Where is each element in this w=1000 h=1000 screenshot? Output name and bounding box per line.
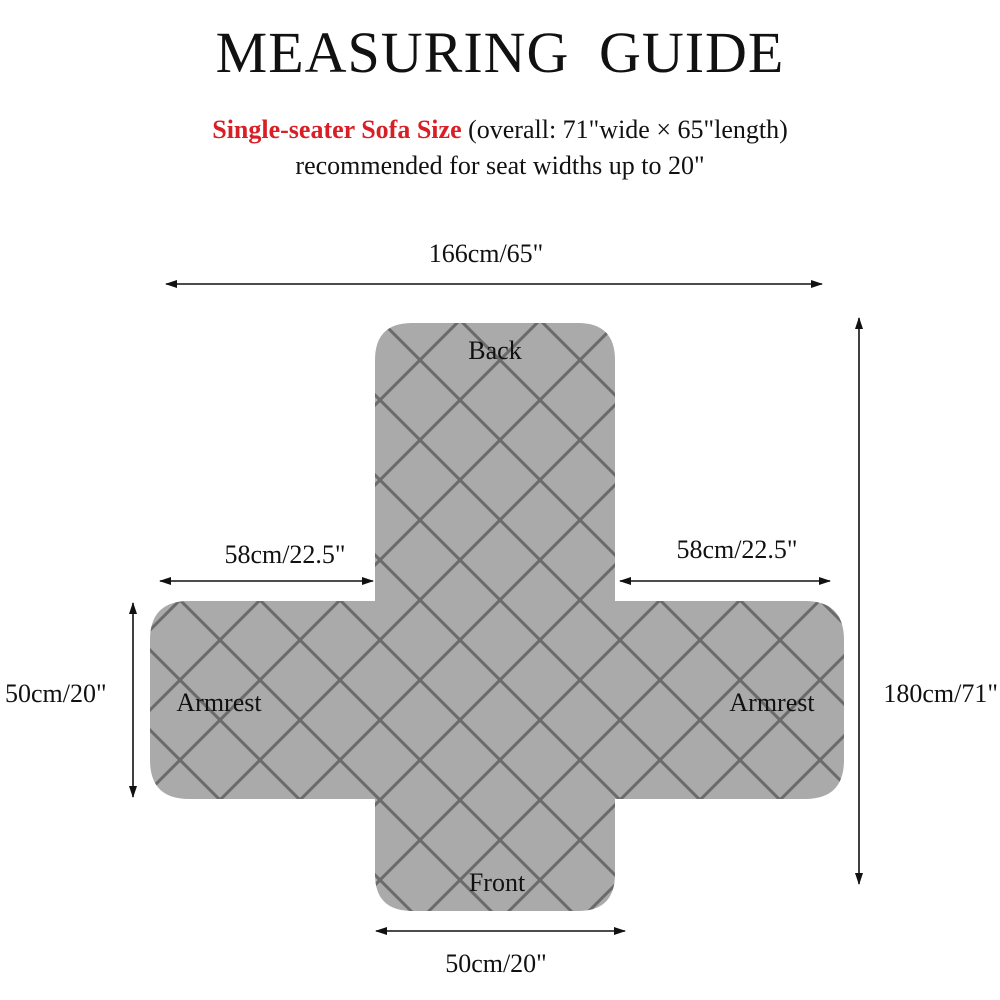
- armrest-right-width-label: 58cm/22.5": [676, 535, 798, 564]
- armrest-left-width-label: 58cm/22.5": [224, 540, 346, 569]
- back-label: Back: [468, 336, 522, 365]
- sofa-cover-shape: [150, 323, 844, 911]
- overall-length-label: 180cm/71": [883, 679, 998, 708]
- page-title: MEASURING GUIDE: [215, 20, 785, 85]
- quilt-line: [0, 0, 1000, 220]
- quilt-line: [0, 0, 1000, 140]
- front-label: Front: [468, 868, 526, 897]
- size-recommendation: recommended for seat widths up to 20": [295, 151, 705, 180]
- armrest-left-label: Armrest: [176, 688, 262, 717]
- quilt-line: [0, 0, 1000, 60]
- armrest-right-label: Armrest: [729, 688, 815, 717]
- size-overall: (overall: 71"wide × 65"length): [461, 115, 788, 144]
- size-name: Single-seater Sofa Size: [212, 115, 462, 144]
- quilt-line: [0, 0, 1000, 220]
- quilt-line: [0, 980, 1000, 1000]
- overall-width-label: 166cm/65": [428, 239, 544, 268]
- armrest-height-label: 50cm/20": [5, 679, 107, 708]
- front-width-label: 50cm/20": [445, 949, 547, 978]
- quilt-line: [0, 0, 1000, 140]
